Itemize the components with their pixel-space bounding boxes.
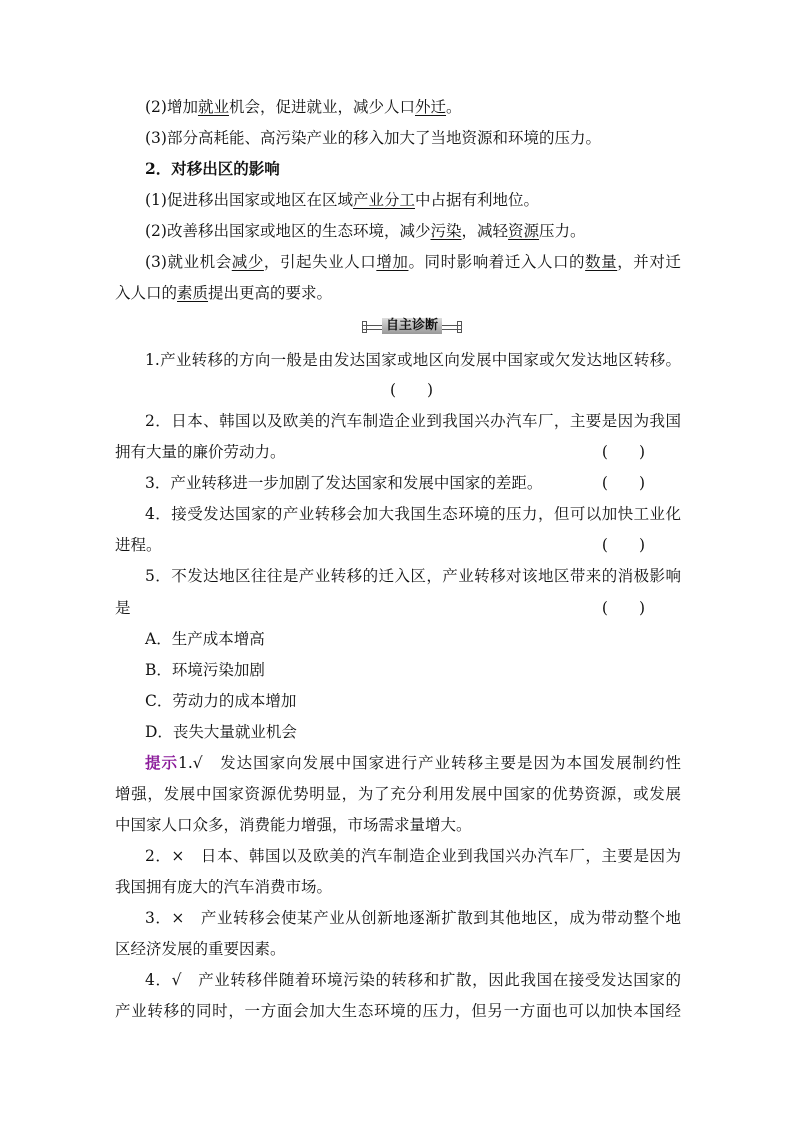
text-line xyxy=(115,410,681,432)
text-line xyxy=(115,721,681,743)
text-line xyxy=(115,379,681,401)
text-line xyxy=(115,1000,681,1022)
text-line xyxy=(115,441,681,463)
text-segment: B．环境污染加剧 xyxy=(145,661,265,679)
text-segment: 5．不发达地区往往是产业转移的迁入区，产业转移对该地区带来的消极影响 xyxy=(145,567,681,585)
text-line xyxy=(115,189,681,211)
text-line xyxy=(115,96,681,118)
text-line xyxy=(115,220,681,242)
text-line xyxy=(115,969,681,991)
text-segment: 2．对移出区的影响 xyxy=(145,159,280,178)
underlined-keyword: 资源 xyxy=(508,222,540,240)
text-line xyxy=(115,472,681,494)
text-line xyxy=(115,597,681,619)
text-segment: (2)改善移出国家或地区的生态环境，减少 xyxy=(145,222,431,240)
badge-cap-left xyxy=(362,321,367,333)
text-segment: (3)部分高耗能、高污染产业的移入加大了当地资源和环境的压力。 xyxy=(145,129,601,147)
text-segment: (3)就业机会 xyxy=(145,253,232,271)
text-segment: 。 xyxy=(446,98,462,116)
text-line xyxy=(115,158,681,180)
text-segment: 。同时影响着迁入人口的 xyxy=(408,253,586,271)
text-segment: 区经济发展的重要因素。 xyxy=(115,940,286,958)
text-segment: 中占据有利地位。 xyxy=(414,191,539,209)
text-segment: 拥有大量的廉价劳动力。 xyxy=(115,443,286,461)
text-line xyxy=(115,659,681,681)
text-segment: 4．接受发达国家的产业转移会加大我国生态环境的压力，但可以加快工业化 xyxy=(145,505,681,523)
text-line xyxy=(115,938,681,960)
text-line xyxy=(115,503,681,525)
text-line xyxy=(115,690,681,712)
badge-label: 自主诊断 xyxy=(382,318,442,334)
underlined-keyword: 产业分工 xyxy=(352,191,415,209)
text-segment: (1)促进移出国家或地区在区域 xyxy=(145,191,353,209)
text-segment: 1.产业转移的方向一般是由发达国家或地区向发展中国家或欠发达地区转移。 xyxy=(145,351,681,369)
text-line xyxy=(115,845,681,867)
text-segment: ，并对迁 xyxy=(617,253,681,271)
text-segment: 3．产业转移进一步加剧了发达国家和发展中国家的差距。 xyxy=(145,474,543,492)
text-line xyxy=(115,814,681,836)
hint-label: 提示 xyxy=(145,753,178,772)
text-segment: 增强，发展中国家资源优势明显，为了充分利用发展中国家的优势资源，或发展 xyxy=(115,785,681,803)
text-segment: 入人口的 xyxy=(115,284,178,302)
badge-cap-right xyxy=(457,321,462,333)
text-line xyxy=(115,907,681,929)
text-segment: 是 xyxy=(115,599,131,617)
answer-blank: ( ) xyxy=(390,381,434,399)
text-segment: ，引起失业人口 xyxy=(263,253,377,271)
answer-blank: ( ) xyxy=(601,536,645,554)
text-segment: 2．× 日本、韩国以及欧美的汽车制造企业到我国兴办汽车厂，主要是因为 xyxy=(145,847,681,865)
text-segment: 机会，促进就业，减少人口 xyxy=(228,98,415,116)
text-segment: 中国家人口众多，消费能力增强，市场需求量增大。 xyxy=(115,816,472,834)
underlined-keyword: 就业 xyxy=(197,98,229,116)
underlined-keyword: 污染 xyxy=(430,222,462,240)
text-segment: 进程。 xyxy=(115,536,162,554)
text-segment: 1.√ 发达国家向发展中国家进行产业转移主要是因为本国发展制约性 xyxy=(178,754,681,772)
section-badge xyxy=(362,318,462,334)
text-segment: A．生产成本增高 xyxy=(145,630,265,648)
underlined-keyword: 数量 xyxy=(585,253,618,271)
text-line xyxy=(115,349,681,371)
underlined-keyword: 外迁 xyxy=(415,98,447,116)
underlined-keyword: 增加 xyxy=(376,253,409,271)
answer-blank: ( ) xyxy=(601,474,645,492)
answer-blank: ( ) xyxy=(601,443,645,461)
text-segment: D．丧失大量就业机会 xyxy=(145,723,297,741)
text-segment: 产业转移的同时，一方面会加大生态环境的压力，但另一方面也可以加快本国经 xyxy=(115,1002,681,1020)
text-segment: 3．× 产业转移会使某产业从创新地逐渐扩散到其他地区，成为带动整个地 xyxy=(145,909,681,927)
underlined-keyword: 减少 xyxy=(231,253,264,271)
text-line xyxy=(115,628,681,650)
text-segment: ，减轻 xyxy=(461,222,508,240)
text-line xyxy=(115,752,681,774)
text-line xyxy=(115,127,681,149)
text-line xyxy=(115,565,681,587)
text-line xyxy=(115,282,681,304)
text-line xyxy=(115,783,681,805)
answer-blank: ( ) xyxy=(601,599,645,617)
text-line xyxy=(115,251,681,273)
text-segment: C．劳动力的成本增加 xyxy=(145,692,297,710)
underlined-keyword: 素质 xyxy=(177,284,209,302)
text-segment: 4．√ 产业转移伴随着环境污染的转移和扩散，因此我国在接受发达国家的 xyxy=(145,971,681,989)
text-segment: 提出更高的要求。 xyxy=(208,284,333,302)
text-segment: 压力。 xyxy=(539,222,586,240)
text-segment: 我国拥有庞大的汽车消费市场。 xyxy=(115,878,333,896)
text-line xyxy=(115,876,681,898)
text-segment: (2)增加 xyxy=(145,98,198,116)
text-line xyxy=(115,534,681,556)
text-segment: 2．日本、韩国以及欧美的汽车制造企业到我国兴办汽车厂，主要是因为我国 xyxy=(145,412,681,430)
